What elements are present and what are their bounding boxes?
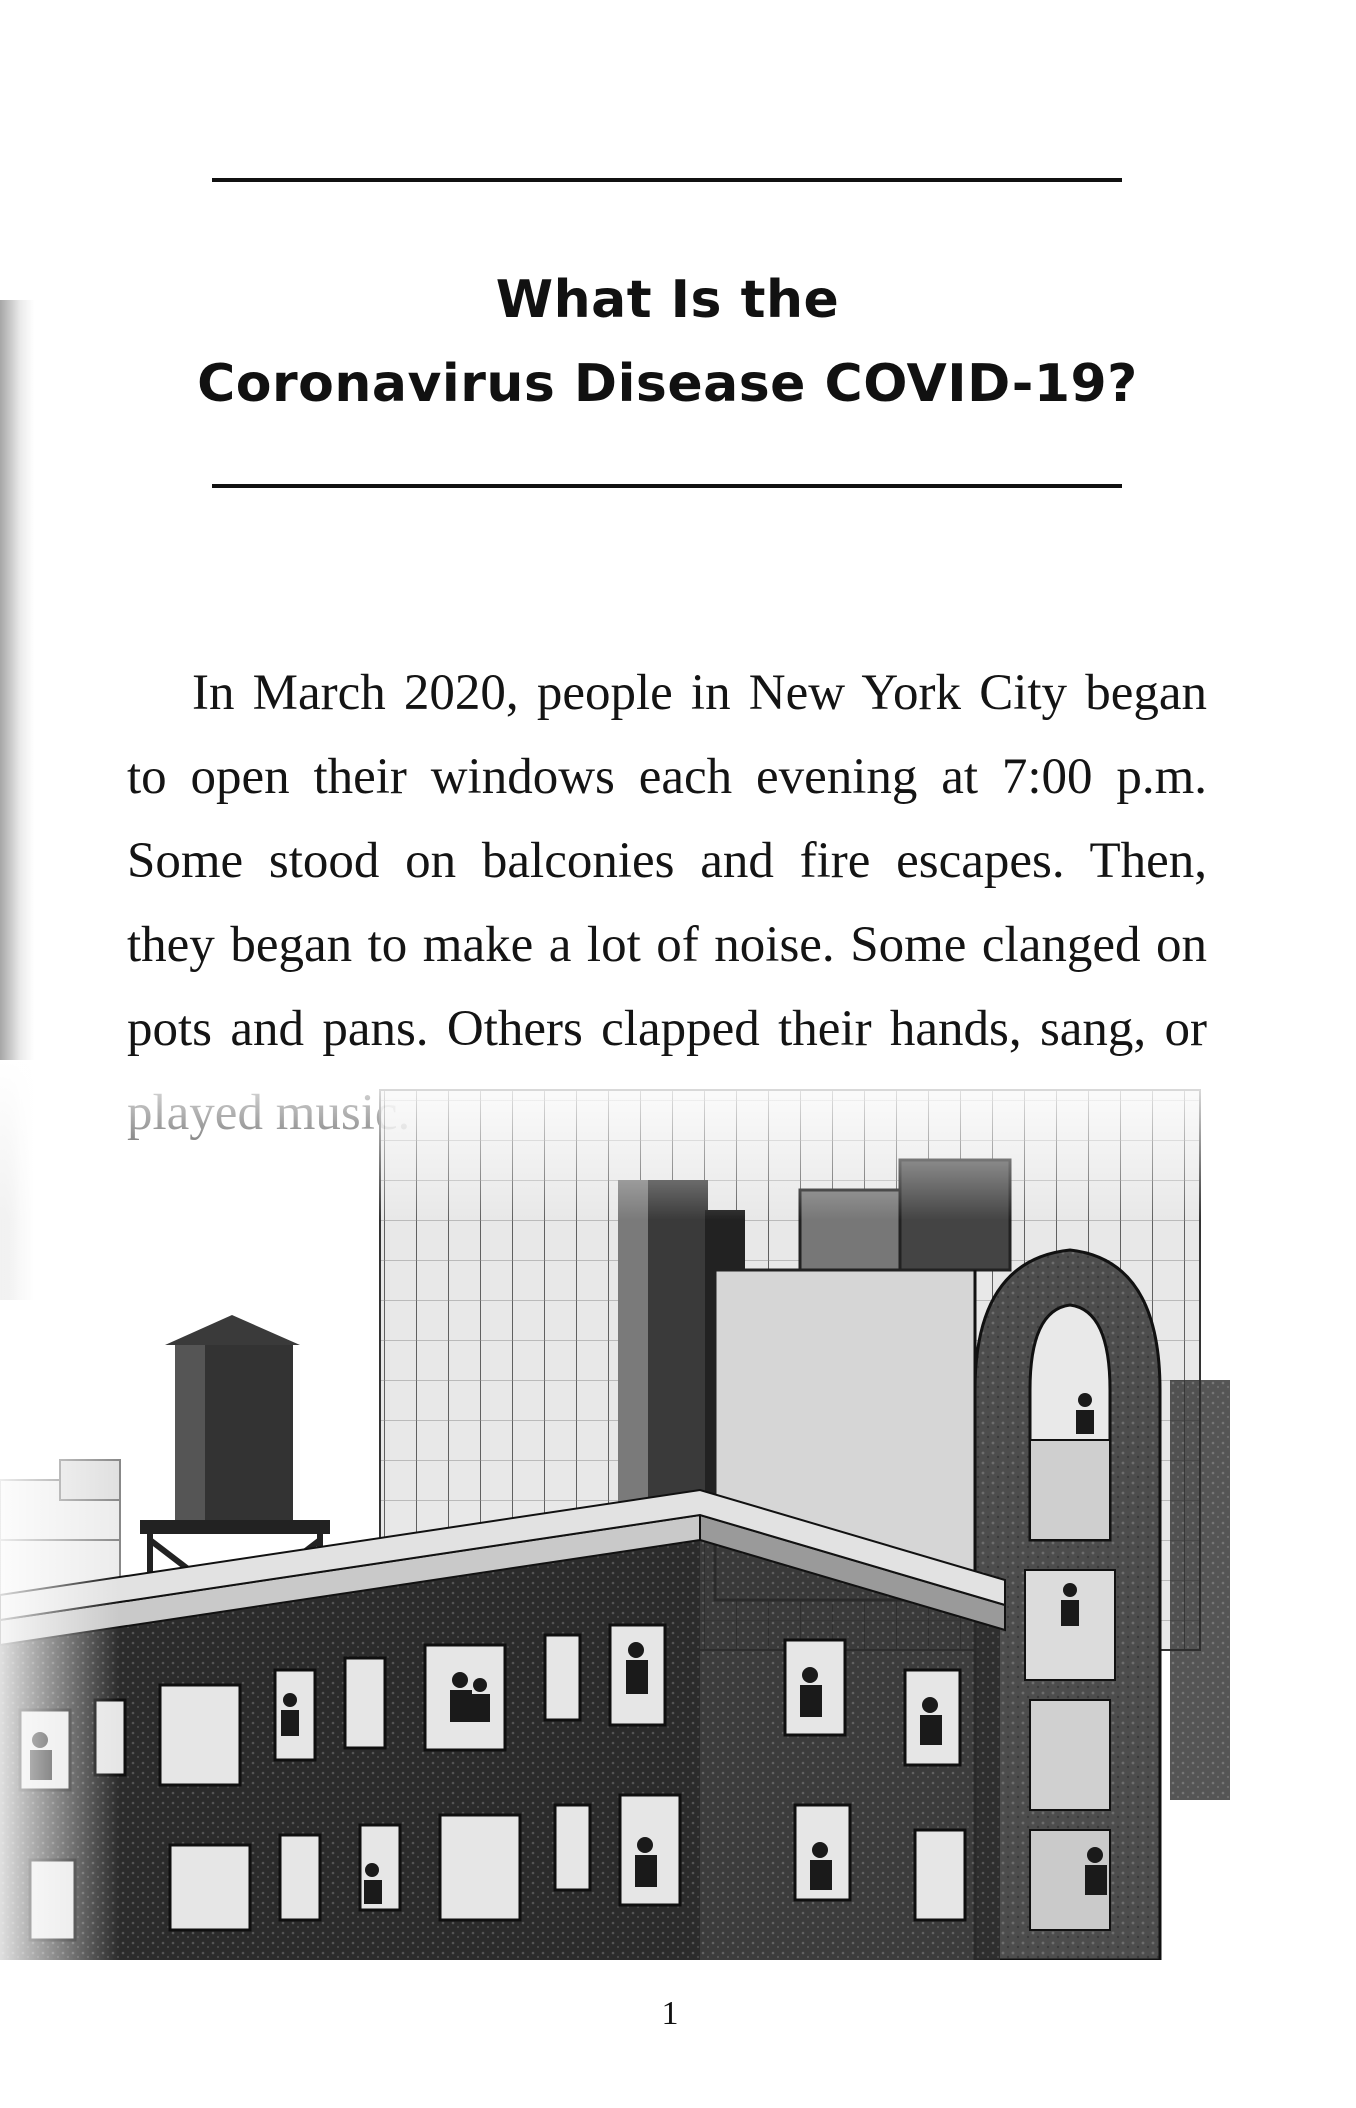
top-rule: [212, 178, 1122, 182]
chapter-heading: [180, 258, 1155, 426]
chapter-heading-line-2: Coronavirus Disease COVID-19?: [197, 354, 1138, 414]
city-buildings-with-people-at-windows-icon: [0, 1060, 1260, 1960]
bottom-rule: [212, 484, 1122, 488]
chapter-heading-line-1: What Is the: [495, 270, 840, 330]
body-paragraph: In March 2020, people in New York City began to open their windows each evening at 7:00 p.m. Some stood on balconies and fire escapes. Then, they began to make a lot of noise. Some clanged on pots and pans. Others clapped their hands, sang, or: [127, 665, 1207, 1057]
page-number: 1: [661, 1995, 679, 2032]
